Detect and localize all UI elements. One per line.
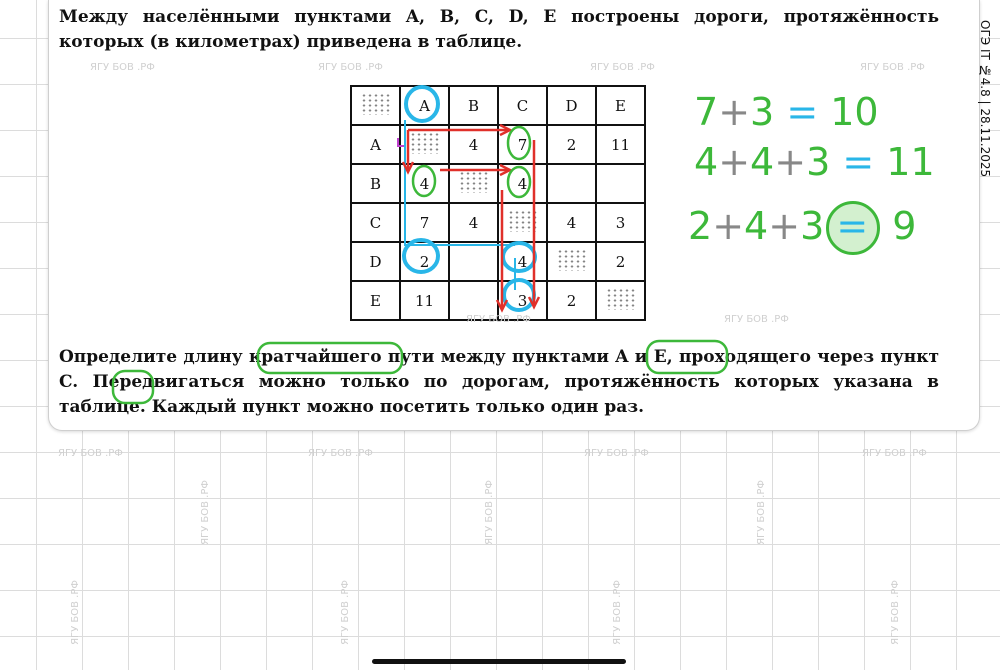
table-cell: 2 [400, 242, 449, 281]
table-corner-cell [351, 86, 400, 125]
table-cell: 4 [449, 125, 498, 164]
header-cell: E [596, 86, 645, 125]
term: 3 [806, 140, 831, 184]
table-cell: 7 [400, 203, 449, 242]
blank-cell-texture [459, 171, 489, 193]
equals-sign: = [836, 204, 869, 248]
diagonal-cell [400, 125, 449, 164]
watermark: ЯГУ БОВ .РФ [484, 480, 495, 545]
table-cell: 4 [498, 164, 547, 203]
distance-table [350, 85, 646, 321]
table-cell [547, 164, 596, 203]
blank-cell-texture [557, 249, 587, 271]
row-label-cell: D [351, 242, 400, 281]
diagonal-cell [498, 203, 547, 242]
table-row [351, 125, 645, 164]
operator: + [712, 204, 745, 248]
operator: + [718, 140, 751, 184]
watermark: ЯГУ БОВ .РФ [466, 314, 531, 325]
table-cell: 3 [498, 281, 547, 320]
term: 2 [688, 204, 713, 248]
problem-question: Определите длину кратчайшего пути между пунктами A и E, проходящего через пункт C. Передвигаться можно только по дорогам, протяжённость которых указана в таблице. Каждый пункт можно посетить только один раз. [59, 347, 939, 417]
table-cell: 4 [498, 242, 547, 281]
problem-statement: Между населёнными пунктами A, B, C, D, E построены дороги, протяжённость которых (в километрах) приведена в таблице. [59, 7, 939, 52]
term: 4 [744, 204, 769, 248]
result: 11 [886, 140, 935, 184]
operator: + [768, 204, 801, 248]
watermark: ЯГУ БОВ .РФ [58, 448, 123, 459]
table-cell: 2 [596, 242, 645, 281]
header-cell: A [400, 86, 449, 125]
term: 3 [750, 90, 775, 134]
table-cell: 4 [400, 164, 449, 203]
header-cell: B [449, 86, 498, 125]
watermark: ЯГУ БОВ .РФ [590, 62, 655, 73]
row-label-cell: C [351, 203, 400, 242]
table-cell [596, 164, 645, 203]
watermark: ЯГУ БОВ .РФ [90, 62, 155, 73]
table-cell [449, 242, 498, 281]
calculation-line-1 [694, 92, 879, 132]
table-row [351, 203, 645, 242]
watermark: ЯГУ БОВ .РФ [584, 448, 649, 459]
home-indicator-bar[interactable] [372, 659, 626, 664]
table-header-row [351, 86, 645, 125]
blank-cell-texture [410, 132, 440, 154]
table-cell: 2 [547, 125, 596, 164]
calculation-line-3 [688, 204, 917, 248]
watermark: ЯГУ БОВ .РФ [612, 580, 623, 645]
calculation-line-2 [694, 142, 935, 182]
watermark: ЯГУ БОВ .РФ [724, 314, 789, 325]
term: 7 [694, 90, 719, 134]
row-label-cell: B [351, 164, 400, 203]
row-label-cell: A [351, 125, 400, 164]
watermark: ЯГУ БОВ .РФ [860, 62, 925, 73]
table-cell: 11 [596, 125, 645, 164]
table-cell: 2 [547, 281, 596, 320]
table-cell: 3 [596, 203, 645, 242]
table-cell: 4 [547, 203, 596, 242]
row-label-cell: E [351, 281, 400, 320]
watermark: ЯГУ БОВ .РФ [318, 62, 383, 73]
watermark: ЯГУ БОВ .РФ [70, 580, 81, 645]
equals-sign: = [842, 140, 875, 184]
watermark: ЯГУ БОВ .РФ [200, 480, 211, 545]
diagonal-cell [596, 281, 645, 320]
equals-sign: = [786, 90, 819, 134]
header-cell: D [547, 86, 596, 125]
diagonal-cell [449, 164, 498, 203]
table-row [351, 242, 645, 281]
header-cell: C [498, 86, 547, 125]
term: 4 [694, 140, 719, 184]
table-cell: 4 [449, 203, 498, 242]
watermark: ЯГУ БОВ .РФ [308, 448, 373, 459]
watermark: ЯГУ БОВ .РФ [890, 580, 901, 645]
diagonal-cell [547, 242, 596, 281]
side-label: ОГЭ IT №4.8 | 28.11.2025 [978, 20, 992, 178]
blank-cell-texture [508, 210, 538, 232]
term: 3 [800, 204, 825, 248]
watermark: ЯГУ БОВ .РФ [756, 480, 767, 545]
table-cell: 7 [498, 125, 547, 164]
table-cell: 11 [400, 281, 449, 320]
final-answer: 9 [892, 204, 917, 248]
result: 10 [830, 90, 879, 134]
table-row [351, 164, 645, 203]
operator: + [718, 90, 751, 134]
watermark: ЯГУ БОВ .РФ [340, 580, 351, 645]
term: 4 [750, 140, 775, 184]
operator: + [774, 140, 807, 184]
watermark: ЯГУ БОВ .РФ [862, 448, 927, 459]
blank-cell-texture [606, 288, 636, 310]
blank-cell-texture [361, 93, 391, 115]
